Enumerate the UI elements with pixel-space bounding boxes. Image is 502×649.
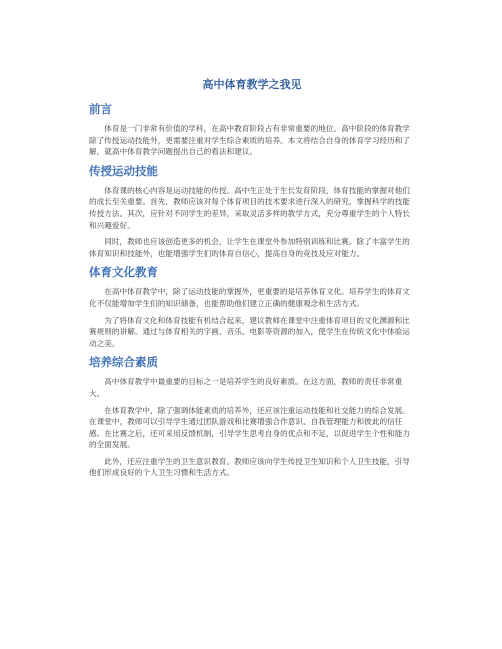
section-heading: 前言 <box>89 102 112 116</box>
section-heading: 体育文化教育 <box>89 265 158 280</box>
section-quality <box>89 355 415 479</box>
document-title: 高中体育教学之我见 <box>202 78 302 91</box>
paragraph: 为了将体育文化和体育技能有机结合起来，建议教师在课堂中注重体育项目的文化渊源和比赛规则的讲解。通过与体育相关的字画、音乐、电影等资源的加入，使学生在传统文化中体验运动之美。 <box>89 315 411 348</box>
paragraph: 在高中体育教学中，除了运动技能的掌握外，更重要的是培养体育文化。培养学生的体育文化不仅能增加学生们的知识储备，也能帮助他们建立正确的健康观念和生活方式。 <box>89 287 410 308</box>
document-page <box>89 78 415 484</box>
paragraph: 高中体育教学中最重要的目标之一是培养学生的良好素质。在这方面，教师的责任非常重大。 <box>89 377 403 398</box>
paragraph: 此外，还应注重学生的卫生意识教育。教师应该向学生传授卫生知识和个人卫生技能，引导他们形成良好的个人卫生习惯和生活方式。 <box>89 456 410 478</box>
section-heading: 传授运动技能 <box>89 163 158 178</box>
paragraph: 体育是一门非常有价值的学科，在高中教育阶段占有非常重要的地位。高中阶段的体育教学除了传授运动技能外，更需要注重对学生综合素质的培养。本文将结合自身的体育学习经历和了解，就高中体育教学问题提出自己的看法和建议。 <box>89 124 411 157</box>
paragraph: 体育课的核心内容是运动技能的传授。高中生正处于生长发育阶段，体育技能的掌握对他们的成长至关重要。首先，教师应该对每个体育项目的技术要求进行深入的研究，掌握科学的技能传授方法。其次，应针对不同学生的差异，采取灵活多样的教学方式，充分尊重学生的个人特长和兴趣爱好。 <box>89 185 411 230</box>
section-preface <box>89 102 415 158</box>
section-heading: 培养综合素质 <box>89 355 158 370</box>
paragraph: 同时，教师也应该创造更多的机会，让学生在课堂外参加特别训练和比赛。除了丰富学生的体育知识和技能外，也能增强学生们的体育自信心，提高自身的竞技及应对能力。 <box>89 237 410 258</box>
paragraph: 在体育教学中，除了强调体能素质的培养外，还应该注重运动技能和社交能力的综合发展。在课堂中，教师可以引导学生通过团队游戏和比赛增强合作意识、自我管理能力和彼此的信任感。在比赛之后，还可采用反馈机制，引导学生思考自身的优点和不足，以促进学生个性和能力的全面发展。 <box>89 405 411 450</box>
section-skills <box>89 164 415 260</box>
section-culture <box>89 265 415 349</box>
